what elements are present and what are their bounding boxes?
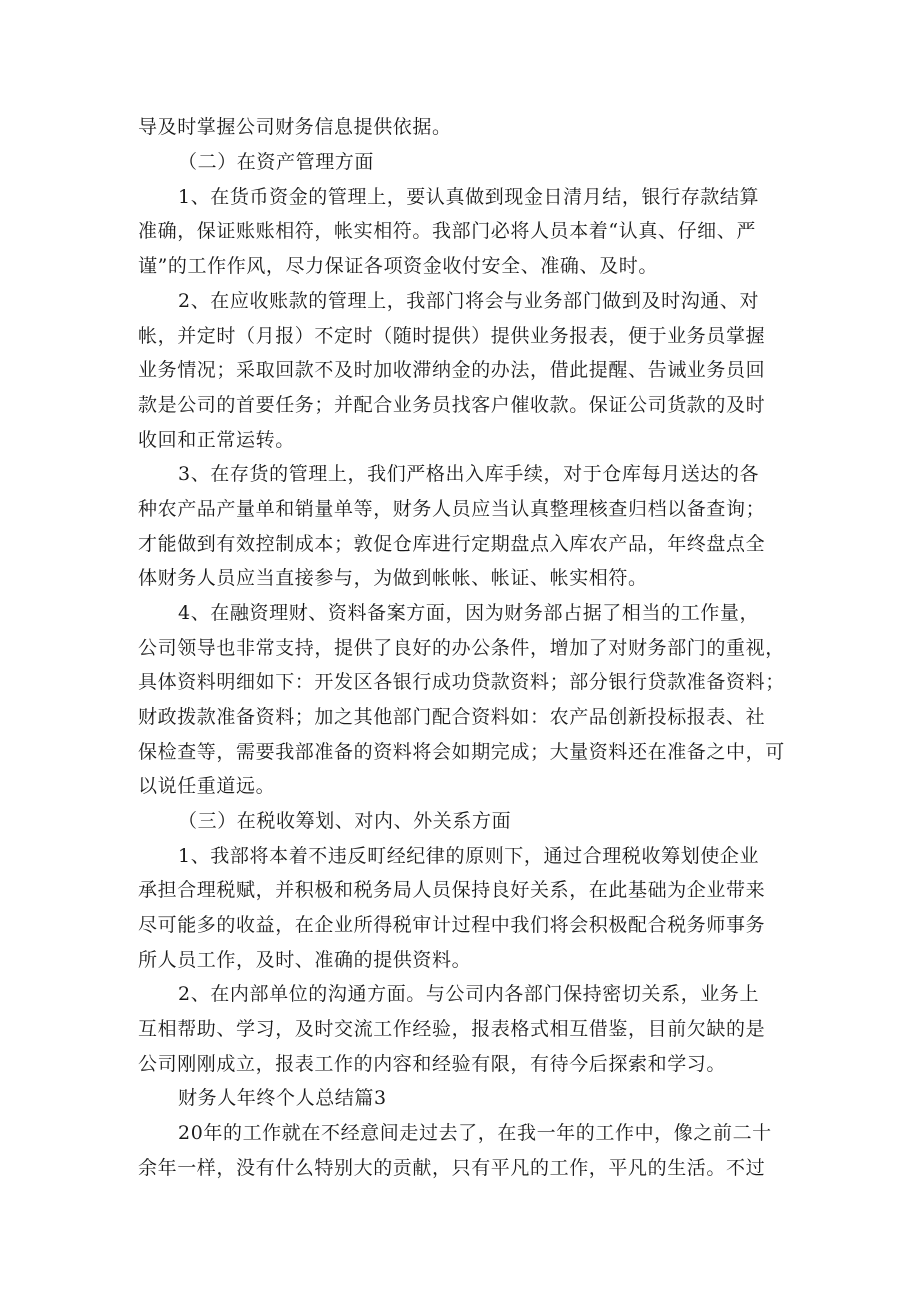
text-line: 体财务人员应当直接参与，为做到帐帐、帐证、帐实相符。: [138, 567, 648, 589]
text-line: 2、在应收账款的管理上，我部门将会与业务部门做到及时沟通、对: [178, 290, 760, 312]
text-line: 财政拨款准备资料；加之其他部门配合资料如：农产品创新投标报表、社: [138, 706, 766, 728]
text-line: 准确，保证账账相符，帐实相符。我部门必将人员本着“认真、仔细、严: [138, 220, 756, 242]
text-line: 具体资料明细如下：开发区各银行成功贷款资料；部分银行贷款准备资料；: [138, 671, 785, 693]
text-line: 承担合理税赋，并积极和税务局人员保持良好关系，在此基础为企业带来: [138, 879, 766, 901]
section-heading: （二）在资产管理方面: [178, 151, 375, 173]
text-line: 互相帮助、学习，及时交流工作经验，报表格式相互借鉴，目前欠缺的是: [138, 1018, 766, 1040]
text-line: 保检查等，需要我部准备的资料将会如期完成；大量资料还在准备之中，可: [138, 741, 785, 763]
text-line: 导及时掌握公司财务信息提供依据。: [138, 116, 452, 138]
section-heading: （三）在税收筹划、对内、外关系方面: [178, 810, 512, 832]
text-line: 才能做到有效控制成本；敦促仓库进行定期盘点入库农产品，年终盘点全: [138, 533, 766, 555]
text-line: 业务情况；采取回款不及时加收滞纳金的办法，借此提醒、告诫业务员回: [138, 359, 766, 381]
text-line: 种农产品产量单和销量单等，财务人员应当认真整理核查归档以备查询；: [138, 498, 766, 520]
text-line: 以说任重道远。: [138, 775, 276, 797]
text-line: 尽可能多的收益，在企业所得税审计过程中我们将会积极配合税务师事务: [138, 914, 766, 936]
text-line: 1、在货币资金的管理上，要认真做到现金日清月结，银行存款结算: [178, 186, 760, 208]
text-line: 收回和正常运转。: [138, 429, 295, 451]
text-line: 谨”的工作作风，尽力保证各项资金收付安全、准确、及时。: [138, 255, 658, 277]
text-line: 余年一样，没有什么特别大的贡献，只有平凡的工作，平凡的生活。不过: [138, 1157, 766, 1179]
text-line: 1、我部将本着不违反町经纪律的原则下，通过合理税收筹划使企业: [178, 845, 760, 867]
text-line: 帐，并定时（月报）不定时（随时提供）提供业务报表，便于业务员掌握: [138, 325, 766, 347]
text-line: 款是公司的首要任务；并配合业务员找客户催收款。保证公司货款的及时: [138, 394, 766, 416]
text-line: 公司刚刚成立，报表工作的内容和经验有限，有待今后探索和学习。: [138, 1053, 727, 1075]
text-line: 3、在存货的管理上，我们严格出入库手续，对于仓库每月送达的各: [178, 463, 760, 485]
text-line: 4、在融资理财、资料备案方面，因为财务部占据了相当的工作量，: [178, 602, 760, 624]
text-line: 20年的工作就在不经意间走过去了，在我一年的工作中，像之前二十: [178, 1122, 772, 1144]
text-line: 公司领导也非常支持，提供了良好的办公条件，增加了对财务部门的重视，: [138, 637, 785, 659]
section-heading: 财务人年终个人总结篇3: [178, 1087, 387, 1109]
text-line: 所人员工作，及时、准确的提供资料。: [138, 949, 472, 971]
text-line: 2、在内部单位的沟通方面。与公司内各部门保持密切关系，业务上: [178, 983, 760, 1005]
